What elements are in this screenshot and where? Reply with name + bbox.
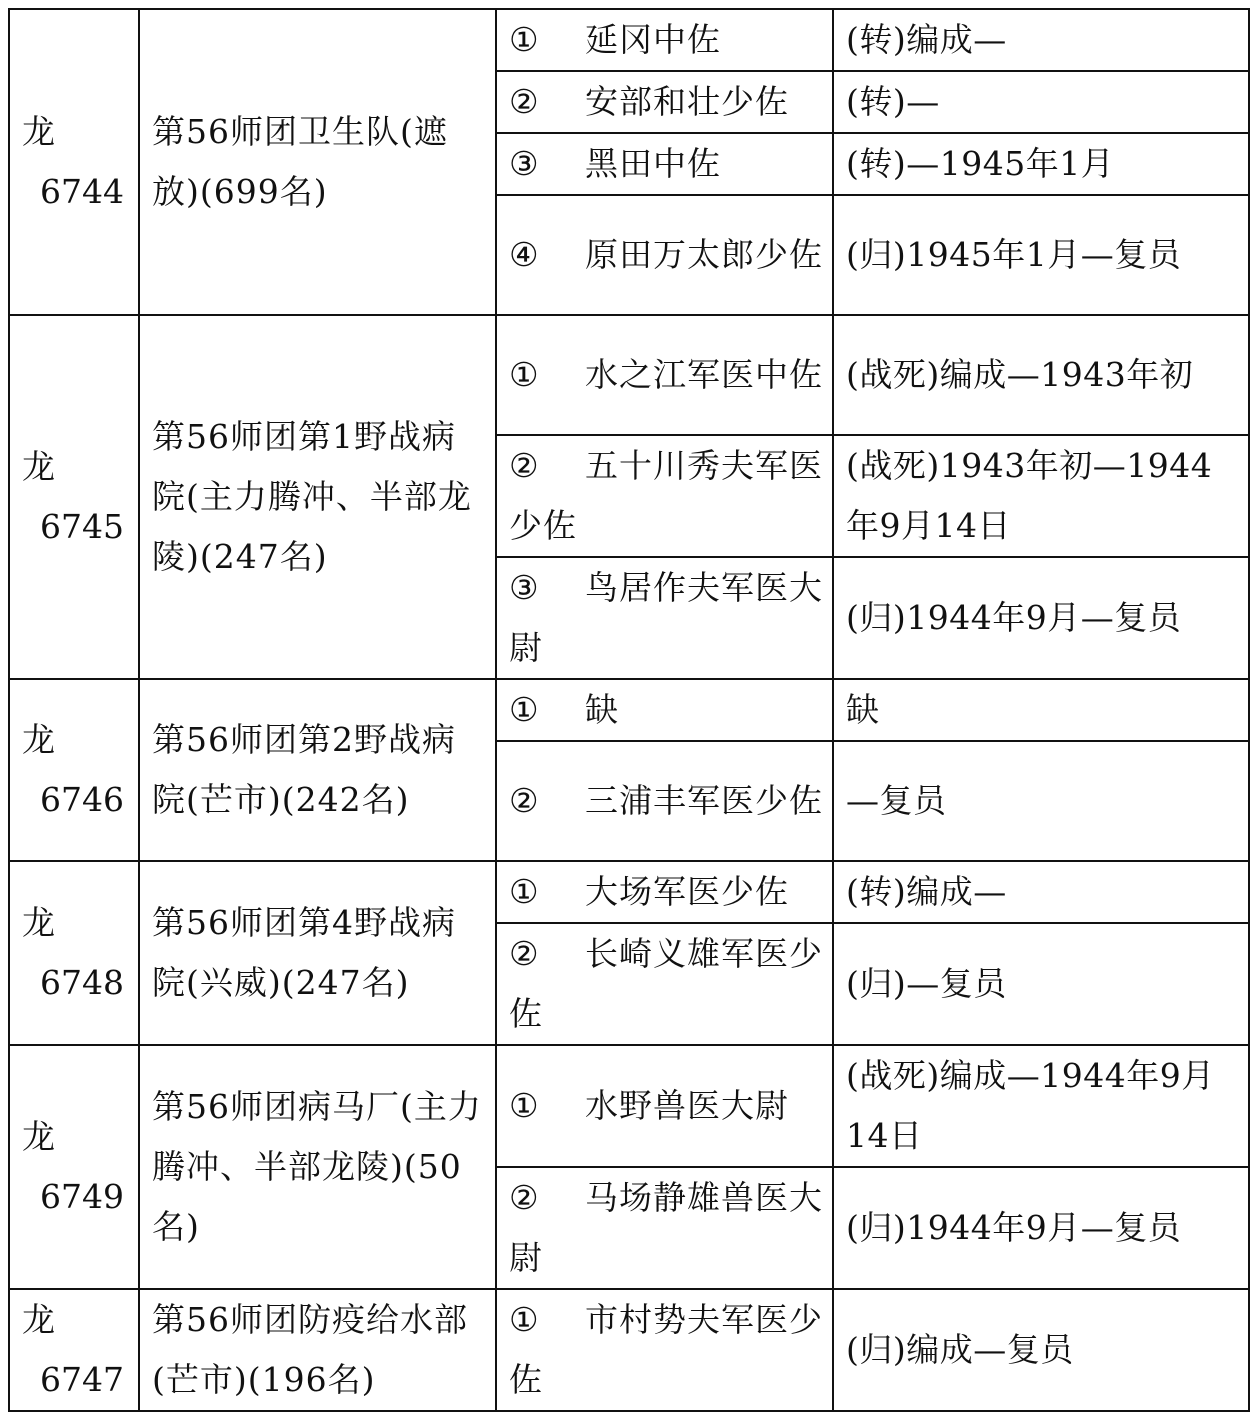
officer-cell: ② 五十川秀夫军医少佐 <box>496 435 833 557</box>
officer-cell: ④ 原田万太郎少佐 <box>496 195 833 315</box>
officer-cell: ② 长崎义雄军医少佐 <box>496 923 833 1045</box>
status-cell: (战死)1943年初—1944年9月14日 <box>833 435 1249 557</box>
table-row <box>9 315 1249 435</box>
officer-cell: ① 大场军医少佐 <box>496 861 833 923</box>
officer-cell: ① 延冈中佐 <box>496 9 833 71</box>
officer-cell: ② 马场静雄兽医大尉 <box>496 1167 833 1289</box>
status-cell: (转)— <box>833 71 1249 133</box>
status-cell: (转)—1945年1月 <box>833 133 1249 195</box>
status-cell: (归)1944年9月—复员 <box>833 1167 1249 1289</box>
status-cell: (归)—复员 <box>833 923 1249 1045</box>
status-cell: 缺 <box>833 679 1249 741</box>
unit-code-cell: 龙 6748 <box>9 861 139 1045</box>
status-cell: (战死)编成—1943年初 <box>833 315 1249 435</box>
unit-name-cell: 第56师团第4野战病院(兴威)(247名) <box>139 861 496 1045</box>
officer-cell: ③ 黑田中佐 <box>496 133 833 195</box>
status-cell: (战死)编成—1944年9月14日 <box>833 1045 1249 1167</box>
officer-cell: ① 缺 <box>496 679 833 741</box>
officer-cell: ① 水野兽医大尉 <box>496 1045 833 1167</box>
status-cell: (归)1945年1月—复员 <box>833 195 1249 315</box>
unit-name-cell: 第56师团第1野战病院(主力腾冲、半部龙陵)(247名) <box>139 315 496 679</box>
unit-name-cell: 第56师团第2野战病院(芒市)(242名) <box>139 679 496 861</box>
officer-cell: ① 水之江军医中佐 <box>496 315 833 435</box>
table-row <box>9 1289 1249 1411</box>
status-cell: (归)编成—复员 <box>833 1289 1249 1411</box>
unit-code-cell: 龙 6745 <box>9 315 139 679</box>
officer-cell: ② 三浦丰军医少佐 <box>496 741 833 861</box>
status-cell: (转)编成— <box>833 861 1249 923</box>
officer-cell: ① 市村势夫军医少佐 <box>496 1289 833 1411</box>
unit-name-cell: 第56师团防疫给水部(芒市)(196名) <box>139 1289 496 1411</box>
table-row <box>9 1045 1249 1167</box>
table-row <box>9 679 1249 741</box>
unit-code-cell: 龙 6749 <box>9 1045 139 1289</box>
table-row <box>9 861 1249 923</box>
unit-name-cell: 第56师团卫生队(遮放)(699名) <box>139 9 496 315</box>
unit-code-cell: 龙 6744 <box>9 9 139 315</box>
status-cell: —复员 <box>833 741 1249 861</box>
table-row <box>9 9 1249 71</box>
unit-code-cell: 龙 6746 <box>9 679 139 861</box>
status-cell: (转)编成— <box>833 9 1249 71</box>
status-cell: (归)1944年9月—复员 <box>833 557 1249 679</box>
unit-name-cell: 第56师团病马厂(主力腾冲、半部龙陵)(50名) <box>139 1045 496 1289</box>
officer-cell: ② 安部和壮少佐 <box>496 71 833 133</box>
unit-roster-table <box>8 8 1250 1412</box>
officer-cell: ③ 鸟居作夫军医大尉 <box>496 557 833 679</box>
unit-code-cell: 龙 6747 <box>9 1289 139 1411</box>
